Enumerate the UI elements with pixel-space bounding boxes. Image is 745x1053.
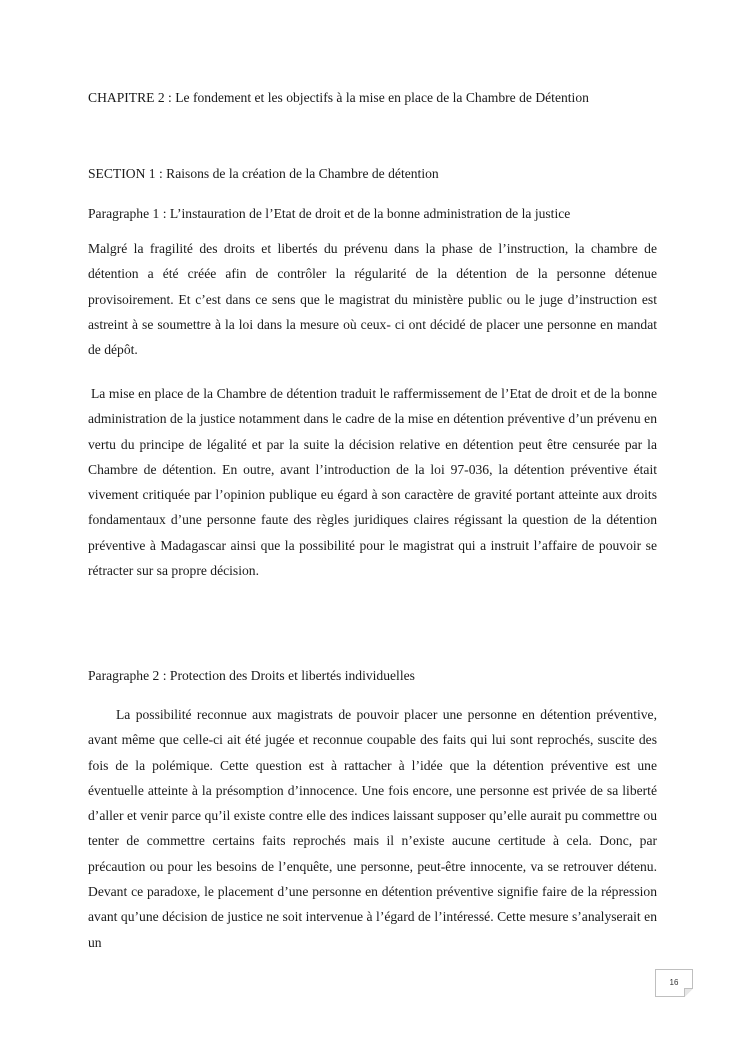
paragraph1-title: Paragraphe 1 : L’instauration de l’Etat de droit et de la bonne administration de la justice [88,206,571,221]
paragraph1-body-b: La mise en place de la Chambre de détention traduit le raffermissement de l’Etat de droit et de la bonne administration de la justice notamment dans le cadre de la mise en détention préventive d’un prévenu en vertu du principe de légalité et par la suite la décision relative en détention peut être censurée par la Chambre de détention. En outre, avant l’introduction de la loi 97-036, la détention préventive était vivement critiquée par l’opinion publique eu égard à son caractère de gravité portant atteinte aux droits fondamentaux d’une personne faute des règles juridiques claires régissant la question de la détention préventive à Madagascar ainsi que la possibilité pour le magistrat qui a instruit l’affaire de pouvoir se rétracter sur sa propre décision. [88,386,657,579]
page-number-box [655,969,693,997]
section-title: SECTION 1 : Raisons de la création de la Chambre de détention [88,166,439,181]
chapter-title: CHAPITRE 2 : Le fondement et les objectifs à la mise en place de la Chambre de Détention [88,90,589,105]
page-number: 16 [669,978,679,987]
paragraph2-body: La possibilité reconnue aux magistrats de pouvoir placer une personne en détention préventive, avant même que celle-ci ait été jugée et reconnue coupable des faits qui lui sont reprochés, suscite des fois de la polémique. Cette question est à rattacher à l’idée que la détention préventive est une éventuelle atteinte à la présomption d’innocence. Une fois encore, une personne est privée de sa liberté d’aller et venir parce qu’il existe contre elle des indices laissant supposer qu’elle aurait pu commettre ou tenter de commettre certains faits reprochés mais il n’existe aucune certitude à cela. Donc, par précaution ou pour les besoins de l’enquête, une personne, peut-être innocente, va se retrouver détenu. Devant ce paradoxe, le placement d’une personne en détention préventive signifie faire de la répression avant qu’une décision de justice ne soit intervenue à l’égard de l’intéressé. Cette mesure s’analyserait en un [88,707,657,950]
paragraph2-title: Paragraphe 2 : Protection des Droits et libertés individuelles [88,668,415,683]
paragraph1-body-a: Malgré la fragilité des droits et libertés du prévenu dans la phase de l’instruction, la chambre de détention a été créée afin de contrôler la régularité de la détention de la personne détenue provisoirement. Et c’est dans ce sens que le magistrat du ministère public ou le juge d’instruction est astreint à se soumettre à la loi dans la mesure où ceux- ci ont décidé de placer une personne en mandat de dépôt. [88,241,657,358]
